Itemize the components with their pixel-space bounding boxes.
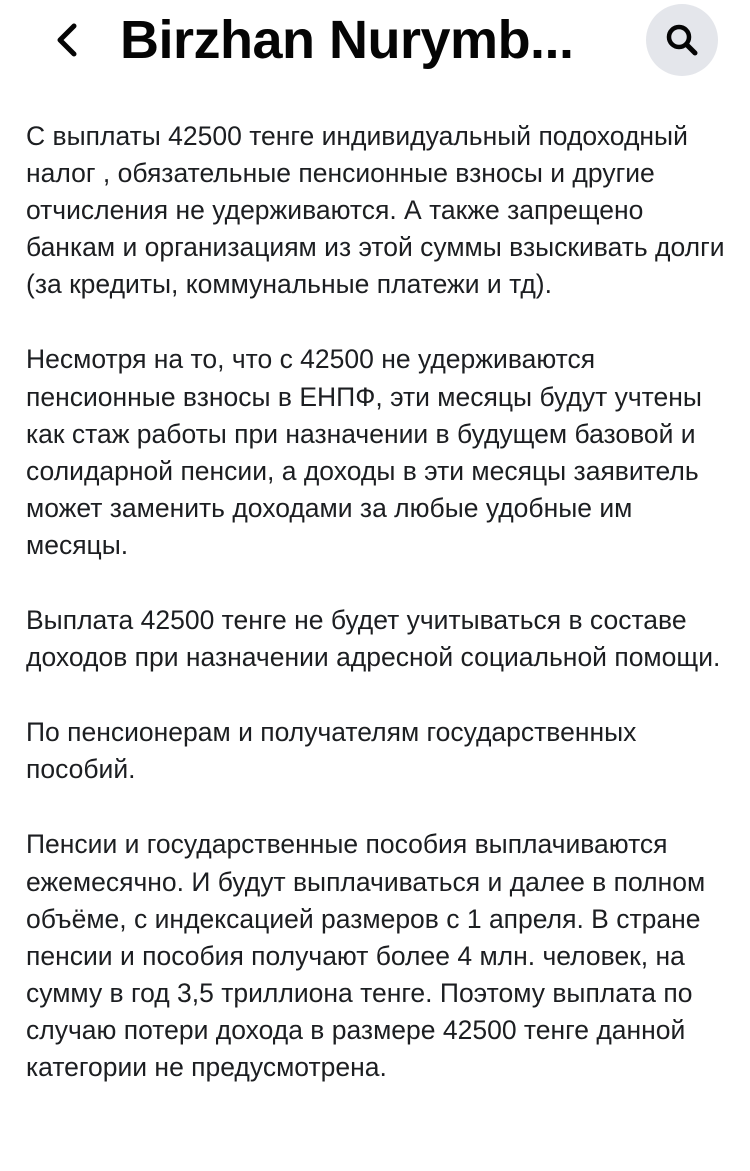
- back-button[interactable]: [44, 16, 92, 64]
- post-body: [26, 118, 726, 1124]
- post-paragraph: По пенсионерам и получателям государственных пособий.: [26, 717, 637, 785]
- chevron-left-icon: [44, 16, 92, 64]
- post-paragraph: Выплата 42500 тенге не будет учитываться в составе доходов при назначении адресной социальной помощи.: [26, 605, 721, 673]
- post-paragraph: Несмотря на то, что с 42500 не удерживаются пенсионные взносы в ЕНПФ, эти месяцы будут учтены как стаж работы при назначении в будущем базовой и солидарной пенсии, а доходы в эти месяцы заявитель может заменить доходами за любые удобные им месяцы.: [26, 344, 702, 560]
- post-paragraph: С выплаты 42500 тенге индивидуальный подоходный налог , обязательные пенсионные взносы и другие отчисления не удерживаются. А также запрещено банкам и организациям из этой суммы взыскивать долги (за кредиты, коммунальные платежи и тд).: [26, 121, 725, 300]
- top-bar: [0, 0, 750, 86]
- post-paragraph: Пенсии и государственные пособия выплачиваются ежемесячно. И будут выплачиваться и далее в полном объёме, с индексацией размеров с 1 апреля. В стране пенсии и пособия получают более 4 млн. человек, на сумму в год 3,5 триллиона тенге. Поэтому выплата по случаю потери дохода в размере 42500 тенге данной категории не предусмотрена.: [26, 829, 706, 1082]
- search-button[interactable]: [646, 4, 718, 76]
- page-title: Birzhan Nurymb...: [120, 10, 574, 70]
